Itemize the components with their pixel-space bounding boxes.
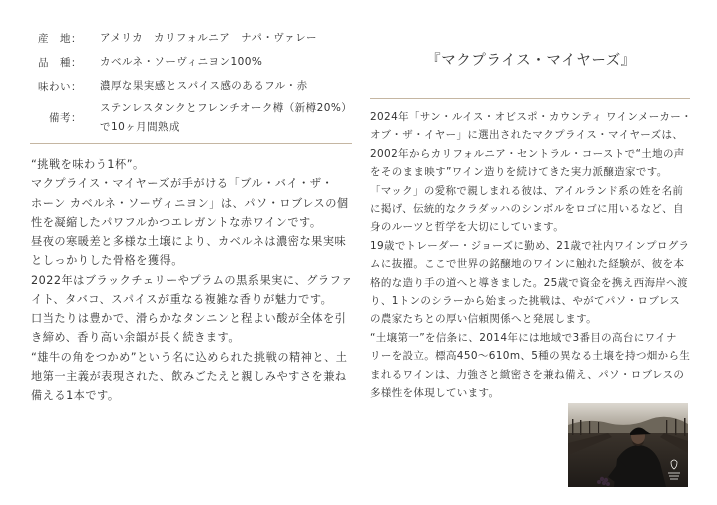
producer-bio-line: “土壌第一”を信条に、2014年には地域で3番目の高台にワイナ [370, 331, 677, 344]
tasting-note-line: “挑戦を味わう1杯”。 [31, 158, 145, 171]
producer-title: 『マクプライス・マイヤーズ』 [426, 53, 636, 69]
producer-bio-line: 格的な造り手の道へと導きました。25歳で資金を携え西海岸へ渡 [370, 276, 688, 289]
section-divider [370, 98, 690, 99]
spec-value [100, 29, 317, 48]
spec-row-notes [30, 99, 352, 137]
tasting-note-line: き締め、香り高い余韻が長く続きます。 [31, 331, 241, 345]
tasting-note-line: イト、タバコ、スパイスが重なる複雑な香りが魅力です。 [31, 292, 333, 306]
winemaker-photo [568, 403, 688, 487]
tasting-note-line: マクプライス・マイヤーズが手がける「ブル・バイ・ザ・ [31, 177, 334, 191]
tasting-note [31, 155, 356, 405]
tasting-note-line: ホーン カベルネ・ソーヴィニヨン」は、パソ・ロブレスの個 [31, 196, 349, 210]
spec-value [100, 99, 352, 137]
tasting-note-line: 備える1本です。 [31, 389, 120, 402]
spec-row-taste [30, 77, 308, 96]
tasting-note-line: 口当たりは豊かで、滑らかなタンニンと程よい酸が全体を引 [31, 312, 347, 325]
spec-label: 品 種： [38, 56, 82, 69]
spec-label: 産 地： [38, 32, 82, 45]
producer-bio-line: り、1トンのシラーから始まった挑戦は、やがてパソ・ロブレス [370, 295, 681, 308]
producer-bio-line: の農家たちとの厚い信頼関係へと発展します。 [370, 313, 598, 326]
spec-row-origin [30, 29, 317, 48]
producer-bio-line: 2024年「サン・ルイス・オビスポ・カウンティ ワインメーカー・ [370, 111, 692, 123]
tasting-note-line: 地第一主義が表現された、飲みごたえと親しみやすさを兼ね [31, 369, 347, 383]
spec-value-line: で10ヶ月間熟成 [100, 121, 180, 133]
tasting-note-line: としっかりした骨格を獲得。 [31, 254, 183, 268]
producer-bio-line: 多様性を体現しています。 [370, 387, 500, 400]
producer-bio-line: 身のルーツと哲学を大切にしています。 [370, 221, 565, 234]
spec-value-line: カベルネ・ソーヴィニヨン100% [100, 56, 263, 68]
spec-label: 味わい： [38, 80, 82, 93]
tasting-note-line: 昼夜の寒暖差と多様な土壌により、カベルネは濃密な果実味 [31, 235, 347, 248]
tasting-note-line: 2022年はブラックチェリーやプラムの黒系果実に、グラファ [31, 273, 353, 287]
section-divider [30, 143, 352, 144]
producer-bio-line: に掲げ、伝統的なクラダッハのシンボルをロゴに用いるなど、自 [370, 203, 684, 216]
producer-bio-line: 19歳でトレーダー・ジョーズに勤め、21歳で社内ワインプログラ [370, 239, 690, 252]
producer-bio-line: まれるワインは、力強さと緻密さを兼ね備え、パソ・ロブレスの [370, 368, 685, 381]
spec-row-variety [30, 53, 262, 72]
producer-bio-line: 「マック」の愛称で親しまれる彼は、アイルランド系の姓を名前 [370, 184, 684, 197]
producer-bio-line: をそのまま映す”ワイン造りを続けてきた実力派醸造家です。 [370, 166, 668, 179]
producer-bio [370, 108, 700, 403]
spec-value-line: 濃厚な果実感とスパイス感のあるフル・赤 [100, 80, 308, 92]
producer-bio-line: リーを設立。標高450～610m、5種の異なる土壌を持つ畑から生 [370, 350, 691, 363]
spec-value [100, 53, 262, 72]
spec-label: 備考： [49, 112, 82, 124]
tasting-note-line: 性を凝縮したパワフルかつエレガントな赤ワインです。 [31, 215, 322, 229]
producer-bio-line: ムに抜擢。ここで世界の銘醸地のワインに触れた経験が、彼を本 [370, 258, 685, 271]
producer-bio-line: オブ・ザ・イヤー」に選出されたマクプライス・マイヤーズは、 [370, 129, 684, 142]
producer-bio-line: 2002年からカリフォルニア・セントラル・コーストで“土地の声 [370, 147, 685, 160]
spec-value [100, 77, 308, 96]
tasting-note-line: “雄牛の角をつかめ”という名に込められた挑戦の精神と、土 [31, 350, 348, 364]
spec-value-line: ステンレスタンクとフレンチオーク樽（新樽20%） [100, 102, 353, 114]
spec-value-line: アメリカ カリフォルニア ナパ・ヴァレー [100, 32, 318, 44]
